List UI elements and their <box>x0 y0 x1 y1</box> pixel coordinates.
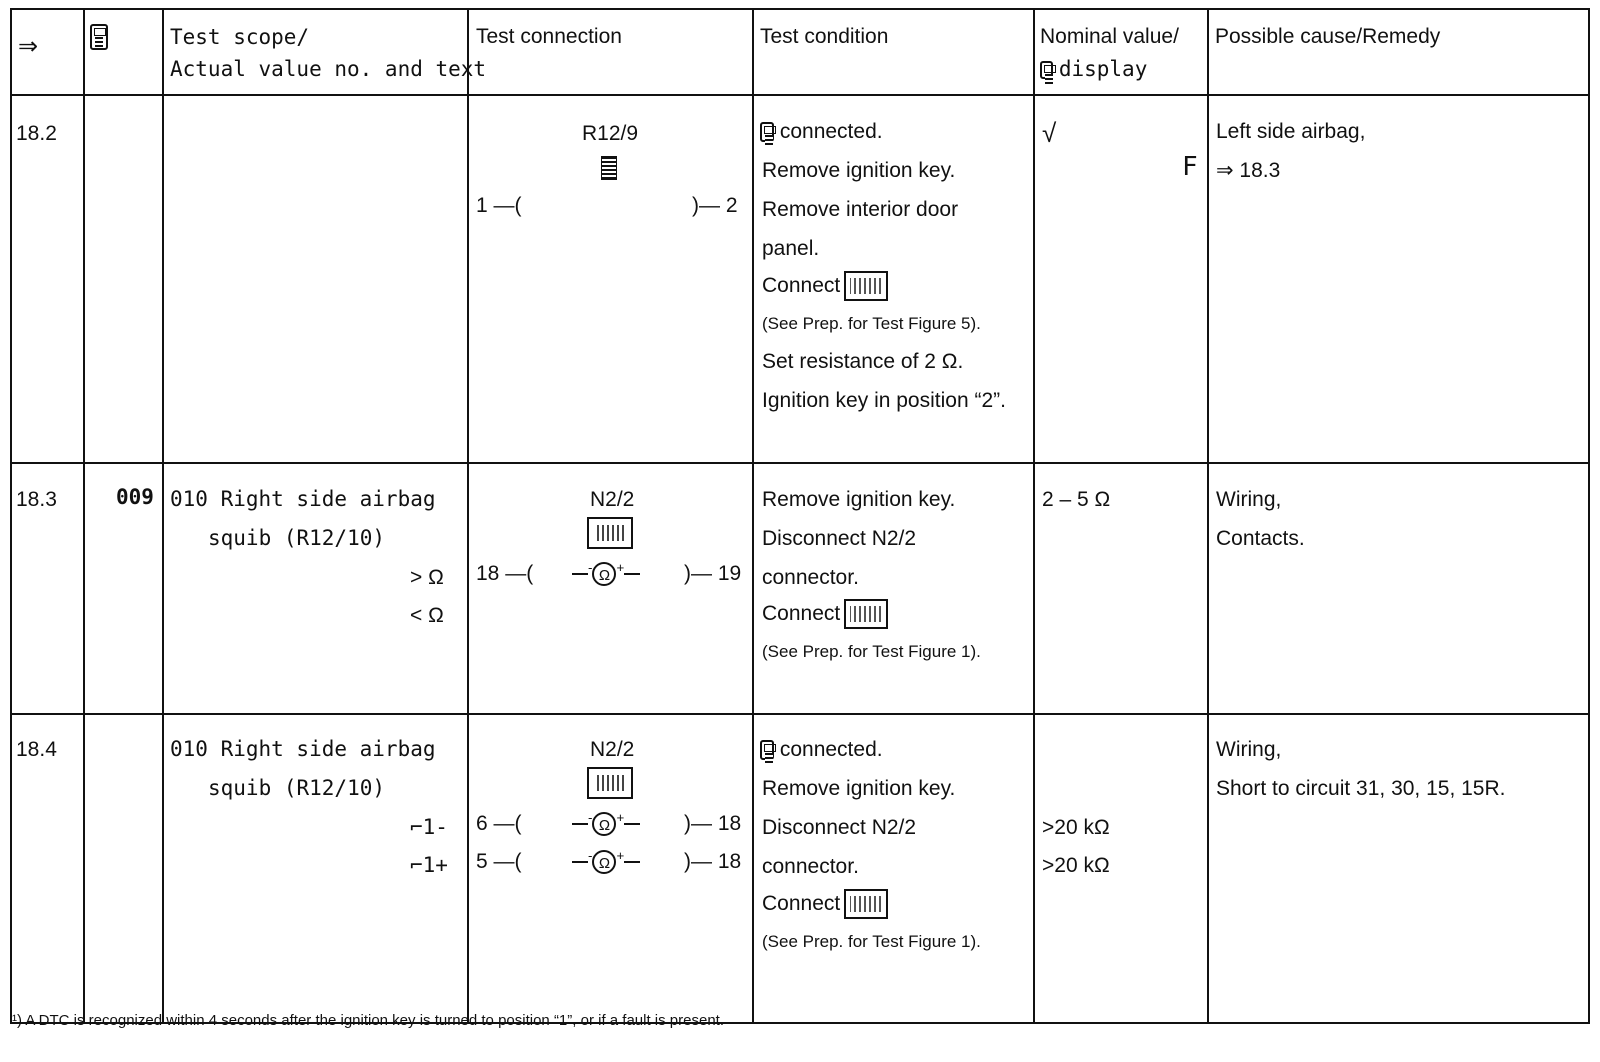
breakout-box-icon <box>844 889 888 919</box>
scope-line: 010 Right side airbag <box>170 487 436 511</box>
breakout-box-icon <box>844 599 888 629</box>
nominal-value: >20 kΩ <box>1042 854 1110 877</box>
nominal-check: √ <box>1042 118 1057 148</box>
tester-icon <box>760 740 774 760</box>
step-number: 18.2 <box>16 122 57 145</box>
header-actual-value: Actual value no. and text <box>170 57 487 81</box>
header-test-scope: Test scope/ <box>170 25 310 49</box>
header-test-connection: Test connection <box>476 25 622 48</box>
remedy-line: Left side airbag, <box>1216 120 1366 143</box>
condition-line: Remove ignition key. <box>762 488 956 511</box>
tester-icon <box>1040 61 1053 79</box>
pin-left: 18 —( <box>476 562 534 585</box>
ecu-icon <box>587 767 633 799</box>
condition-line: connector. <box>762 855 859 878</box>
column-divider <box>467 10 469 1022</box>
step-number: 18.4 <box>16 738 57 761</box>
condition-line: connected. <box>760 112 883 151</box>
condition-line: Connect <box>762 884 888 923</box>
header-display: display <box>1040 54 1147 85</box>
condition-line: Set resistance of 2 Ω. <box>762 350 964 373</box>
condition-line: Connect <box>762 266 888 305</box>
pin-right: )— 2 <box>692 194 738 217</box>
nominal-display: F <box>1182 152 1198 182</box>
footnote: ¹) A DTC is recognized within 4 seconds after the ignition key is turned to position “1”, or if a fault is present. <box>12 1012 725 1029</box>
condition-line: Ignition key in position “2”. <box>762 389 1006 412</box>
column-divider <box>162 10 164 1022</box>
condition-line: Disconnect N2/2 <box>762 816 917 839</box>
pin-left: 6 —( <box>476 812 522 835</box>
scope-line: < Ω <box>410 604 444 627</box>
ecu-icon <box>587 517 633 549</box>
pin-right: )— 19 <box>684 562 742 585</box>
condition-line: Remove interior door <box>762 198 959 221</box>
pin-left: 5 —( <box>476 850 522 873</box>
pin-left: 1 —( <box>476 194 522 217</box>
scope-line: ⌐1+ <box>410 853 448 877</box>
column-divider <box>1207 10 1209 1022</box>
header-arrow: ⇒ <box>18 33 39 60</box>
condition-line: connected. <box>760 730 883 769</box>
step-number: 18.3 <box>16 488 57 511</box>
scope-line: squib (R12/10) <box>208 776 386 800</box>
header-divider <box>12 94 1588 96</box>
diagnostic-test-table <box>10 8 1590 1024</box>
condition-line: Connect <box>762 594 888 633</box>
row-divider <box>12 713 1588 715</box>
condition-line: Remove ignition key. <box>762 159 956 182</box>
tester-icon <box>90 24 108 50</box>
condition-line: (See Prep. for Test Figure 5). <box>762 314 981 333</box>
connector-icon <box>601 156 617 180</box>
pin-right: )— 18 <box>684 850 742 873</box>
code-display: 009 <box>116 485 154 509</box>
scope-line: squib (R12/10) <box>208 526 386 550</box>
condition-line: (See Prep. for Test Figure 1). <box>762 932 981 951</box>
condition-line: panel. <box>762 237 820 260</box>
condition-line: Remove ignition key. <box>762 777 956 800</box>
column-divider <box>752 10 754 1022</box>
scope-line: 010 Right side airbag <box>170 737 436 761</box>
column-divider <box>1033 10 1035 1022</box>
remedy-line: Wiring, <box>1216 488 1282 511</box>
pin-right: )— 18 <box>684 812 742 835</box>
nominal-value: >20 kΩ <box>1042 816 1110 839</box>
condition-line: (See Prep. for Test Figure 1). <box>762 642 981 661</box>
condition-line: connector. <box>762 566 859 589</box>
header-nominal-value: Nominal value/ <box>1040 25 1179 48</box>
ohmmeter-icon: - Ω + <box>572 848 640 874</box>
breakout-box-icon <box>844 271 888 301</box>
remedy-line: Short to circuit 31, 30, 15, 15R. <box>1216 777 1506 800</box>
ohmmeter-icon: - Ω + <box>572 560 640 586</box>
ohmmeter-icon: - Ω + <box>572 810 640 836</box>
tester-icon <box>760 122 774 142</box>
remedy-line: Wiring, <box>1216 738 1282 761</box>
row-divider <box>12 462 1588 464</box>
header-test-condition: Test condition <box>760 25 889 48</box>
header-possible-cause: Possible cause/Remedy <box>1215 25 1441 48</box>
condition-line: Disconnect N2/2 <box>762 527 917 550</box>
connection-title: N2/2 <box>590 738 635 761</box>
scope-line: > Ω <box>410 566 444 589</box>
remedy-line: ⇒ 18.3 <box>1216 159 1281 182</box>
scope-line: ⌐1- <box>410 815 448 839</box>
connection-title: N2/2 <box>590 488 635 511</box>
remedy-line: Contacts. <box>1216 527 1305 550</box>
column-divider <box>83 10 85 1022</box>
connection-title: R12/9 <box>582 122 639 145</box>
nominal-value: 2 – 5 Ω <box>1042 488 1111 511</box>
